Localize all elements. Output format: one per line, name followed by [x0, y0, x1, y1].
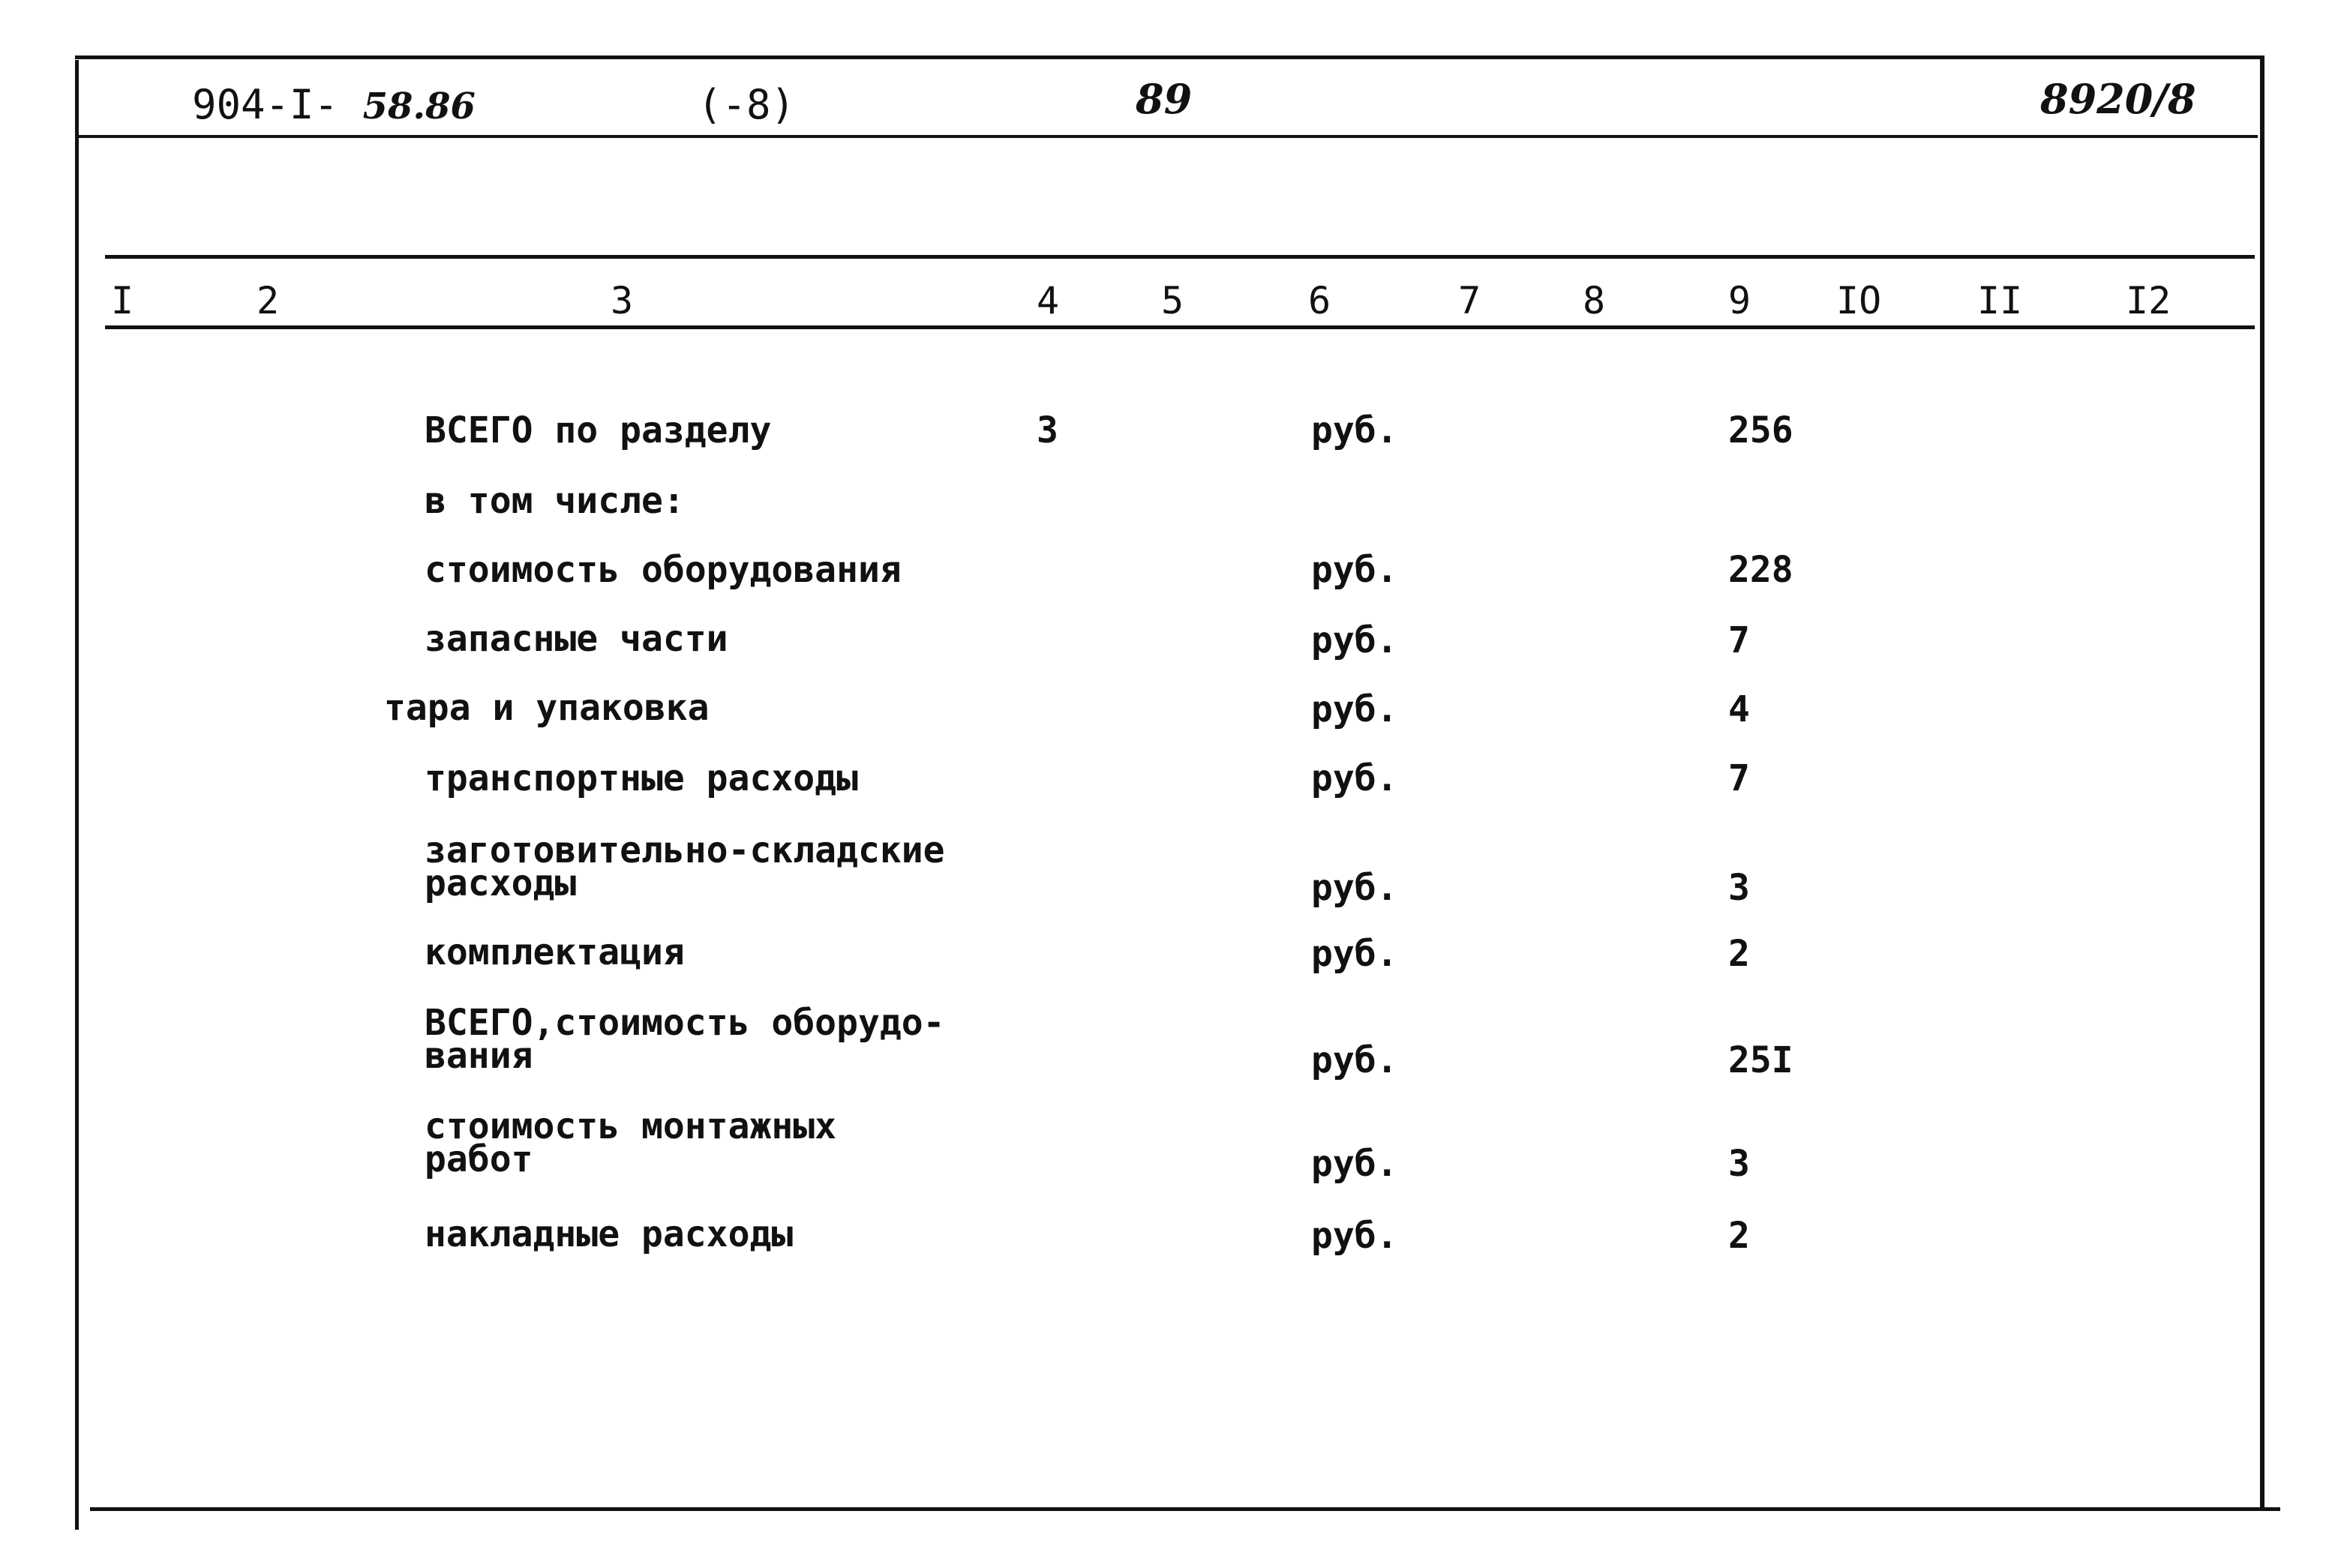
row-description: стоимость оборудования [425, 549, 902, 591]
row-value: 3 [1728, 1143, 1750, 1185]
column-number-12: I2 [2126, 279, 2171, 322]
row-value: 228 [1728, 549, 1793, 591]
frame-left-border [75, 60, 79, 1530]
row-unit: руб. [1311, 549, 1398, 591]
row-value: 7 [1728, 619, 1750, 661]
row-description: запасные части [425, 618, 728, 660]
row-unit: руб. [1311, 933, 1398, 975]
row-description: ВСЕГО по разделу [425, 409, 772, 451]
column-band-top-rule [105, 255, 2255, 259]
column-number-3: 3 [611, 279, 634, 322]
header-rule [75, 135, 2258, 138]
frame-right-border [2260, 55, 2264, 1510]
column-number-5: 5 [1161, 279, 1184, 322]
column-number-7: 7 [1458, 279, 1481, 322]
row-unit: руб. [1311, 757, 1398, 799]
row-value: 256 [1728, 409, 1793, 451]
row-description: заготовительно-складские расходы [425, 829, 945, 904]
sheet-number: 8920/8 [2040, 75, 2196, 123]
column-number-1: I [111, 279, 134, 322]
doc-part: (-8) [698, 81, 796, 128]
row-unit: руб. [1311, 409, 1398, 451]
row-unit: руб. [1311, 688, 1398, 730]
frame-bottom-border [90, 1507, 2280, 1511]
doc-code-handwritten: 58.86 [362, 85, 476, 127]
page-number: 89 [1136, 75, 1193, 123]
row-unit: руб. [1311, 867, 1398, 909]
row-unit: руб. [1311, 1215, 1398, 1257]
doc-code [192, 81, 476, 128]
row-value: 7 [1728, 757, 1750, 799]
column-number-10: IO [1836, 279, 1882, 322]
column-number-8: 8 [1583, 279, 1606, 322]
column-number-6: 6 [1308, 279, 1331, 322]
row-value: 25I [1728, 1039, 1793, 1081]
doc-code-printed: 904-I- [192, 81, 339, 128]
frame-top-border [75, 55, 2264, 59]
column-number-11: II [1977, 279, 2023, 322]
row-description: ВСЕГО,стоимость оборудо- вания [425, 1002, 945, 1077]
column-band-bottom-rule [105, 325, 2255, 329]
row-unit: руб. [1311, 1143, 1398, 1185]
row-value: 3 [1728, 867, 1750, 909]
row-description: тара и упаковка [384, 687, 710, 729]
row-description: комплектация [425, 931, 685, 973]
row-description: стоимость монтажных работ [425, 1105, 837, 1180]
row-description: в том числе: [425, 480, 685, 522]
row-value: 2 [1728, 933, 1750, 975]
column-number-2: 2 [257, 279, 280, 322]
row-value: 2 [1728, 1215, 1750, 1257]
row-description: накладные расходы [425, 1213, 794, 1255]
column-number-9: 9 [1728, 279, 1751, 322]
row-quantity: 3 [1037, 409, 1058, 451]
row-description: транспортные расходы [425, 757, 858, 799]
column-number-4: 4 [1037, 279, 1060, 322]
row-unit: руб. [1311, 619, 1398, 661]
row-unit: руб. [1311, 1039, 1398, 1081]
row-value: 4 [1728, 688, 1750, 730]
